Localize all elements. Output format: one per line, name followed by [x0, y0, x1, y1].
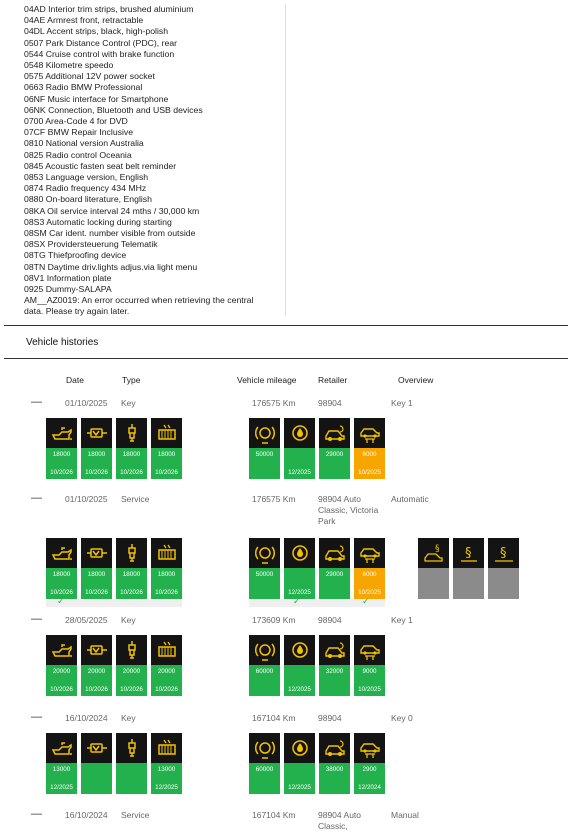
tile-due-date: 12/2025 — [155, 784, 178, 791]
history-retailer: 98904 — [318, 398, 342, 408]
check-icon: ✓ — [362, 596, 370, 606]
tile-status — [151, 763, 182, 794]
option-item: 08TG Thiefproofing device — [24, 250, 127, 261]
history-mileage: 176575 Km — [252, 494, 296, 504]
history-retailer: 98904 — [318, 615, 342, 625]
tile-remaining-km: 38000 — [325, 766, 344, 773]
tile-remaining-km: 20000 — [122, 668, 141, 675]
option-item: 0880 On-board literature, English — [24, 194, 152, 205]
brake-rear-icon — [319, 538, 350, 568]
service-tile[interactable] — [116, 538, 147, 599]
service-tile[interactable] — [116, 733, 147, 794]
service-tile[interactable] — [116, 418, 147, 479]
tile-remaining-km: 9000 — [362, 668, 377, 675]
oil-can-icon — [46, 733, 77, 763]
tile-remaining-km: 29000 — [325, 571, 344, 578]
section-divider-bottom — [4, 358, 568, 359]
tile-due-date: 10/2026 — [50, 589, 73, 596]
collapse-toggle[interactable]: — — [31, 613, 42, 625]
tile-remaining-km: 18000 — [87, 571, 106, 578]
error-message: AM__AZ0019: An error occurred when retrieving the central data. Please try again later. — [24, 295, 254, 317]
brake-front-icon — [249, 418, 280, 448]
tile-status — [319, 568, 350, 599]
service-tile[interactable] — [81, 538, 112, 599]
service-tile[interactable] — [116, 635, 147, 696]
vehicle-check-icon — [354, 733, 385, 763]
history-type: Key — [121, 713, 136, 723]
service-tile[interactable] — [418, 538, 449, 599]
tile-remaining-km: 13000 — [157, 766, 176, 773]
service-tile-group — [46, 538, 182, 599]
tile-remaining-km: 6000 — [362, 571, 377, 578]
tile-remaining-km: 18000 — [157, 451, 176, 458]
oil-can-icon — [46, 635, 77, 665]
history-mileage: 176575 Km — [252, 398, 296, 408]
tile-status — [81, 568, 112, 599]
tile-due-date: 10/2026 — [50, 469, 73, 476]
tile-status — [453, 568, 484, 599]
tile-status — [151, 568, 182, 599]
service-tile[interactable] — [249, 538, 280, 599]
collapse-toggle[interactable]: — — [31, 808, 42, 820]
tile-due-date: 10/2025 — [358, 686, 381, 693]
option-item: 0507 Park Distance Control (PDC), rear — [24, 37, 178, 48]
check-icon: ✓ — [293, 596, 301, 606]
option-item: 0700 Area-Code 4 for DVD — [24, 116, 128, 127]
service-tile[interactable] — [46, 635, 77, 696]
service-tile[interactable] — [151, 418, 182, 479]
microfilter-icon — [151, 733, 182, 763]
oil-can-icon — [46, 538, 77, 568]
service-tile-group — [249, 538, 385, 599]
option-item: 0845 Acoustic fasten seat belt reminder — [24, 160, 177, 171]
header-overview[interactable]: Overview — [398, 375, 434, 385]
tile-remaining-km: 32000 — [325, 668, 344, 675]
brake-rear-icon — [319, 418, 350, 448]
tile-status — [81, 665, 112, 696]
service-tile-group — [46, 733, 182, 794]
service-tile[interactable] — [81, 635, 112, 696]
tile-remaining-km: 18000 — [122, 571, 141, 578]
tile-status — [151, 448, 182, 479]
tile-status — [46, 763, 77, 794]
option-item: 08V1 Information plate — [24, 272, 112, 283]
spark-plug-icon — [116, 635, 147, 665]
service-tile[interactable] — [354, 418, 385, 479]
option-item: 0544 Cruise control with brake function — [24, 48, 175, 59]
history-type: Service — [121, 810, 150, 820]
history-date: 01/10/2025 — [65, 494, 108, 504]
microfilter-icon — [151, 538, 182, 568]
tile-due-date: 10/2025 — [358, 589, 381, 596]
option-item: 06NK Connection, Bluetooth and USB devices — [24, 104, 203, 115]
history-date: 16/10/2024 — [65, 713, 108, 723]
tile-due-date: 10/2026 — [85, 686, 108, 693]
tile-status — [284, 568, 315, 599]
vehicle-options-list — [24, 4, 274, 318]
service-tile[interactable] — [151, 635, 182, 696]
svg-text:§: § — [434, 544, 439, 554]
tile-due-date: 10/2026 — [120, 469, 143, 476]
collapse-toggle[interactable]: — — [31, 711, 42, 723]
tile-status — [46, 448, 77, 479]
option-item: 08KA Oil service interval 24 mths / 30,000 km — [24, 205, 200, 216]
tile-status — [488, 568, 519, 599]
history-retailer: 98904 — [318, 713, 342, 723]
tile-due-date: 10/2025 — [358, 469, 381, 476]
history-type: Key — [121, 615, 136, 625]
option-item: 08SX Providersteuerung Telematik — [24, 239, 158, 250]
fuel-filter-icon — [81, 538, 112, 568]
option-item: 07CF BMW Repair Inclusive — [24, 127, 134, 138]
option-item: 04AD Interior trim strips, brushed aluminium — [24, 4, 194, 14]
brake-fluid-icon — [284, 418, 315, 448]
tile-remaining-km: 20000 — [87, 668, 106, 675]
header-type[interactable]: Type — [122, 375, 141, 385]
microfilter-icon — [151, 635, 182, 665]
history-overview: Manual — [391, 810, 419, 820]
option-item: 0575 Additional 12V power socket — [24, 71, 155, 82]
service-tile[interactable] — [249, 733, 280, 794]
vehicle-check-icon — [354, 538, 385, 568]
tile-due-date: 12/2025 — [50, 784, 73, 791]
tile-remaining-km: 60000 — [255, 668, 274, 675]
option-item: 0925 Dummy-SALAPA — [24, 284, 112, 295]
spark-plug-icon — [116, 538, 147, 568]
service-tile[interactable] — [284, 538, 315, 599]
service-tile[interactable] — [354, 733, 385, 794]
tile-remaining-km: 18000 — [87, 451, 106, 458]
tile-status — [418, 568, 449, 599]
tile-remaining-km: 18000 — [157, 571, 176, 578]
emissions-paragraph-icon — [488, 538, 519, 568]
history-overview: Key 1 — [391, 615, 413, 625]
collapse-toggle[interactable]: — — [31, 396, 42, 408]
option-item: 0810 National version Australia — [24, 138, 144, 149]
service-tile[interactable] — [319, 418, 350, 479]
service-tile[interactable] — [249, 418, 280, 479]
history-overview: Key 1 — [391, 398, 413, 408]
option-item: 0853 Language version, English — [24, 172, 149, 183]
service-tile[interactable] — [151, 538, 182, 599]
option-item: 08SM Car ident. number visible from outside — [24, 228, 196, 239]
inspection-car-icon — [418, 538, 449, 568]
tile-status — [354, 763, 385, 794]
brake-front-icon — [249, 733, 280, 763]
tile-due-date: 10/2026 — [50, 686, 73, 693]
option-item: 0548 Kilometre speedo — [24, 60, 114, 71]
service-tile[interactable] — [46, 538, 77, 599]
vehicle-check-icon — [354, 635, 385, 665]
tile-remaining-km: 13000 — [52, 766, 71, 773]
tile-status — [46, 568, 77, 599]
service-tile[interactable] — [46, 418, 77, 479]
service-tile[interactable] — [354, 538, 385, 599]
option-item: 0663 Radio BMW Professional — [24, 82, 143, 93]
service-tile-group — [249, 635, 385, 696]
fuel-filter-icon — [81, 635, 112, 665]
option-item: 04AE Armrest front, retractable — [24, 15, 144, 26]
tile-due-date: 10/2026 — [155, 686, 178, 693]
tile-status — [284, 665, 315, 696]
service-tile[interactable] — [354, 635, 385, 696]
svg-text:§: § — [464, 546, 471, 561]
service-tile-group — [46, 635, 182, 696]
header-retailer[interactable]: Retailer — [318, 375, 348, 385]
column-divider — [285, 4, 286, 316]
tile-status — [319, 448, 350, 479]
history-date: 28/05/2025 — [65, 615, 108, 625]
oil-can-icon — [46, 418, 77, 448]
tile-remaining-km: 18000 — [52, 451, 71, 458]
tile-due-date: 10/2026 — [120, 686, 143, 693]
service-tile[interactable] — [319, 635, 350, 696]
header-date[interactable]: Date — [66, 375, 84, 385]
tile-status — [284, 763, 315, 794]
tile-status — [284, 448, 315, 479]
tile-status — [319, 763, 350, 794]
brake-front-icon — [249, 538, 280, 568]
service-tile[interactable] — [81, 733, 112, 794]
service-tile-group — [249, 418, 385, 479]
tile-remaining-km: 20000 — [157, 668, 176, 675]
svg-text:§: § — [499, 546, 506, 561]
tile-status — [354, 448, 385, 479]
history-overview: Automatic — [391, 494, 429, 504]
option-item: 04DL Accent strips, black, high-polish — [24, 26, 169, 37]
tile-status — [319, 665, 350, 696]
service-tile[interactable] — [151, 733, 182, 794]
service-tile[interactable] — [46, 733, 77, 794]
spark-plug-icon — [116, 733, 147, 763]
tile-status — [116, 665, 147, 696]
tile-remaining-km: 18000 — [52, 571, 71, 578]
brake-fluid-icon — [284, 538, 315, 568]
spark-plug-icon — [116, 418, 147, 448]
tile-status — [116, 448, 147, 479]
tile-due-date: 12/2025 — [288, 589, 311, 596]
tile-status — [249, 568, 280, 599]
option-item: 0825 Radio control Oceania — [24, 149, 132, 160]
tile-remaining-km: 60000 — [255, 766, 274, 773]
tile-remaining-km: 50000 — [255, 451, 274, 458]
microfilter-icon — [151, 418, 182, 448]
tile-due-date: 10/2026 — [85, 469, 108, 476]
fuel-filter-icon — [81, 733, 112, 763]
tile-due-date: 12/2025 — [288, 784, 311, 791]
header-vehicle-mileage[interactable]: Vehicle mileage — [237, 375, 297, 385]
inspection-paragraph-icon — [453, 538, 484, 568]
collapse-toggle[interactable]: — — [31, 492, 42, 504]
fuel-filter-icon — [81, 418, 112, 448]
vehicle-check-icon — [354, 418, 385, 448]
service-tile[interactable] — [319, 538, 350, 599]
brake-fluid-icon — [284, 635, 315, 665]
service-tile-group — [46, 418, 182, 479]
history-mileage: 167104 Km — [252, 713, 296, 723]
tile-status — [116, 763, 147, 794]
service-tile[interactable] — [319, 733, 350, 794]
tile-due-date: 10/2026 — [155, 589, 178, 596]
tile-remaining-km: 2900 — [362, 766, 377, 773]
tile-due-date: 10/2026 — [85, 589, 108, 596]
service-tile-group — [418, 538, 519, 599]
tile-status — [151, 665, 182, 696]
check-strip — [46, 599, 182, 607]
tile-status — [249, 448, 280, 479]
service-tile[interactable] — [453, 538, 484, 599]
vehicle-histories-title: Vehicle histories — [26, 337, 99, 348]
tile-due-date: 12/2024 — [358, 784, 381, 791]
tile-due-date: 12/2025 — [288, 469, 311, 476]
tile-remaining-km: 18000 — [122, 451, 141, 458]
history-overview: Key 0 — [391, 713, 413, 723]
brake-fluid-icon — [284, 733, 315, 763]
tile-status — [354, 568, 385, 599]
history-retailer: 98904 Auto Classic, Victoria Park — [318, 494, 379, 526]
tile-status — [46, 665, 77, 696]
tile-remaining-km: 29000 — [325, 451, 344, 458]
brake-front-icon — [249, 635, 280, 665]
history-type: Service — [121, 494, 150, 504]
tile-status — [249, 665, 280, 696]
option-item: 08S3 Automatic locking during starting — [24, 216, 172, 227]
service-tile-group — [249, 733, 385, 794]
service-tile[interactable] — [488, 538, 519, 599]
tile-remaining-km: 50000 — [255, 571, 274, 578]
tile-remaining-km: 6000 — [362, 451, 377, 458]
service-tile[interactable] — [284, 635, 315, 696]
history-date: 01/10/2025 — [65, 398, 108, 408]
tile-status — [81, 448, 112, 479]
option-item: 0874 Radio frequency 434 MHz — [24, 183, 147, 194]
tile-due-date: 12/2025 — [288, 686, 311, 693]
history-mileage: 167104 Km — [252, 810, 296, 820]
service-tile[interactable] — [249, 635, 280, 696]
service-tile[interactable] — [81, 418, 112, 479]
brake-rear-icon — [319, 635, 350, 665]
tile-status — [249, 763, 280, 794]
brake-rear-icon — [319, 733, 350, 763]
tile-due-date: 10/2026 — [155, 469, 178, 476]
history-mileage: 173609 Km — [252, 615, 296, 625]
service-tile[interactable] — [284, 733, 315, 794]
check-icon: ✓ — [57, 596, 65, 606]
tile-status — [81, 763, 112, 794]
tile-status — [116, 568, 147, 599]
option-item: 06NF Music interface for Smartphone — [24, 93, 169, 104]
history-type: Key — [121, 398, 136, 408]
section-divider-top — [4, 325, 568, 326]
history-date: 16/10/2024 — [65, 810, 108, 820]
tile-status — [354, 665, 385, 696]
option-item: 08TN Daytime driv.lights adjus.via light menu — [24, 261, 198, 272]
tile-due-date: 10/2026 — [120, 589, 143, 596]
history-retailer: 98904 Auto Classic, — [318, 810, 362, 831]
service-tile[interactable] — [284, 418, 315, 479]
tile-remaining-km: 20000 — [52, 668, 71, 675]
